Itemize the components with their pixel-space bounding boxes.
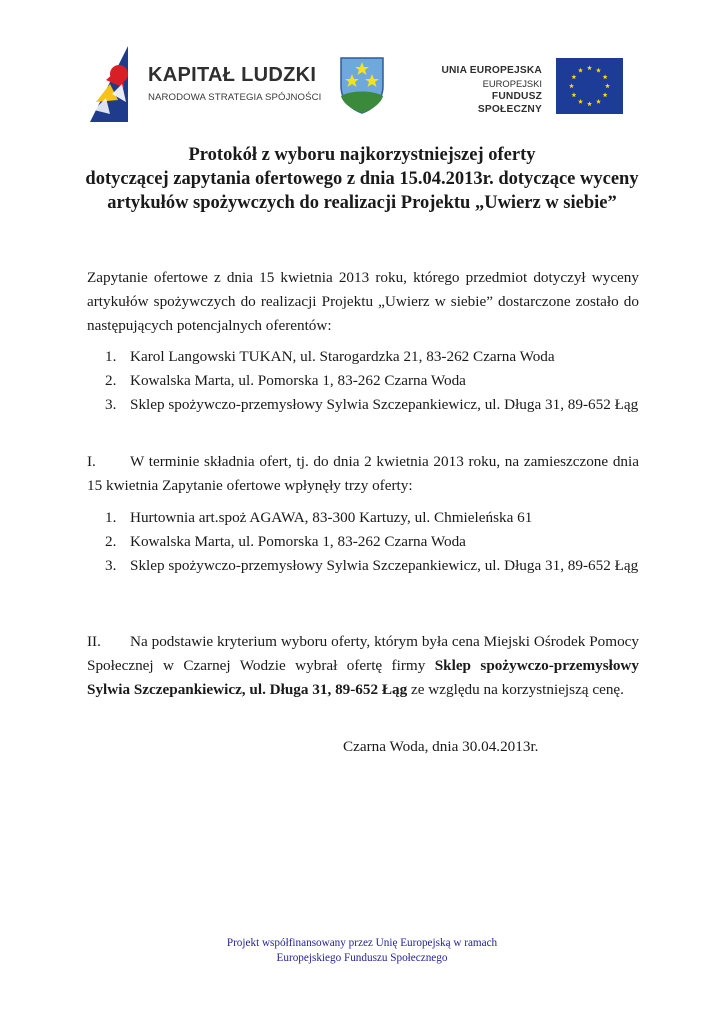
list-text: Kowalska Marta, ul. Pomorska 1, 83-262 Czarna Woda bbox=[130, 372, 466, 389]
intro-paragraph: Zapytanie ofertowe z dnia 15 kwietnia 2013 roku, którego przedmiot dotyczył wyceny artykułów spożywczych do realizacji Projektu „Uwierz w siebie” dostarczone zostało do następujących potencjalnych oferentów: bbox=[87, 269, 639, 334]
list-text: Sklep spożywczo-przemysłowy Sylwia Szczepankiewicz, ul. Długa 31, 89-652 Łąg bbox=[130, 396, 639, 413]
list-item bbox=[87, 345, 639, 369]
eu-line2: EUROPEJSKI bbox=[482, 78, 542, 89]
title-line-1: Protokół z wyboru najkorzystniejszej oferty bbox=[188, 145, 536, 165]
eu-flag-icon bbox=[556, 58, 623, 114]
footer-line-1: Projekt współfinansowany przez Unię Europejską w ramach bbox=[226, 937, 498, 949]
list-text: Kowalska Marta, ul. Pomorska 1, 83-262 Czarna Woda bbox=[130, 533, 466, 550]
section-1-text: W terminie składnia ofert, tj. do dnia 2 kwietnia 2013 roku, na zamieszczone dnia 15 kwietnia Zapytanie ofertowe wpłynęły trzy oferty: bbox=[87, 453, 639, 494]
list-number: 2. bbox=[105, 372, 117, 389]
list-number: 3. bbox=[105, 557, 117, 574]
list-number: 1. bbox=[105, 509, 117, 526]
section-2-text: Na podstawie kryterium wyboru oferty, którym była cena Miejski Ośrodek Pomocy Społecznej w Czarnej Wodzie wybrał ofertę firmy bbox=[87, 633, 639, 674]
list-item bbox=[87, 554, 639, 578]
eu-line3: FUNDUSZ SPOŁECZNY bbox=[477, 91, 542, 115]
list-number: 3. bbox=[105, 396, 117, 413]
title-line-2: dotyczącej zapytania ofertowego z dnia 15.04.2013r. dotyczące wyceny bbox=[85, 169, 639, 189]
list-item bbox=[87, 393, 639, 417]
section-2-number: II. bbox=[87, 633, 101, 650]
document-title bbox=[40, 143, 684, 215]
coat-of-arms-icon bbox=[337, 56, 387, 114]
footer-note bbox=[0, 936, 724, 966]
list-text: Hurtownia art.spoż AGAWA, 83-300 Kartuzy, ul. Chmieleńska 61 bbox=[130, 509, 533, 526]
eu-fund-label bbox=[430, 64, 542, 116]
recipients-list bbox=[87, 345, 639, 417]
section-1-number: I. bbox=[87, 453, 96, 470]
header-logos bbox=[0, 40, 724, 130]
kapital-ludzki-subtitle: NARODOWA STRATEGIA SPÓJNOŚCI bbox=[148, 92, 322, 103]
list-number: 2. bbox=[105, 533, 117, 550]
list-number: 1. bbox=[105, 348, 117, 365]
section-2-paragraph bbox=[87, 630, 639, 702]
footer-line-2: Europejskiego Funduszu Społecznego bbox=[276, 952, 448, 964]
section-1-paragraph bbox=[87, 450, 639, 498]
section-2-text-end: ze względu na korzystniejszą cenę. bbox=[407, 681, 624, 698]
list-text: Sklep spożywczo-przemysłowy Sylwia Szczepankiewicz, ul. Długa 31, 89-652 Łąg bbox=[130, 557, 639, 574]
kapital-ludzki-title: KAPITAŁ LUDZKI bbox=[148, 64, 317, 86]
list-text: Karol Langowski TUKAN, ul. Starogardzka 21, 83-262 Czarna Woda bbox=[130, 348, 555, 365]
list-item bbox=[87, 506, 639, 530]
offers-list bbox=[87, 506, 639, 578]
eu-line1: UNIA EUROPEJSKA bbox=[441, 65, 542, 76]
list-item bbox=[87, 369, 639, 393]
list-item bbox=[87, 530, 639, 554]
title-line-3: artykułów spożywczych do realizacji Projektu „Uwierz w siebie” bbox=[107, 193, 617, 213]
place-and-date: Czarna Woda, dnia 30.04.2013r. bbox=[343, 738, 539, 755]
selected-offer: Sklep spożywczo-przemysłowy Sylwia Szczepankiewicz, ul. Długa 31, 89-652 Łąg bbox=[87, 657, 639, 698]
